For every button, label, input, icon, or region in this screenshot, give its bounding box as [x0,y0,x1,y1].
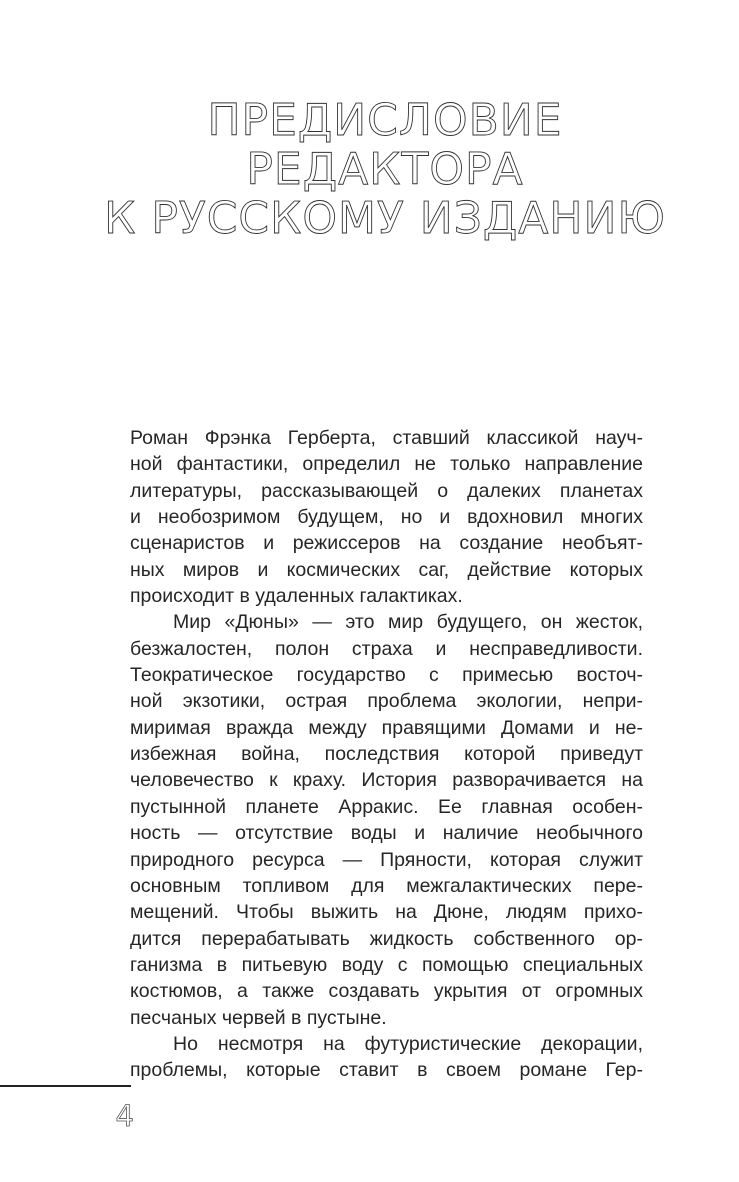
chapter-title-line: РЕДАКТОРА [246,144,524,195]
text-line: Теократическое государство с примесью восточ- [130,664,643,687]
text-line: Роман Фрэнка Герберта, ставший классикой науч- [130,427,643,449]
page-number: 4 [115,1099,134,1133]
chapter-title-line: ПРЕДИСЛОВИЕ [207,95,563,146]
text-line: ганизма в питьевую воду с помощью специальных [130,953,643,976]
text-line: пустынной планете Арракис. Ее главная особен- [130,795,643,818]
text-line: происходит в удаленных галактиках. [130,585,463,608]
footer-rule [0,1085,131,1087]
text-line: ной экзотики, острая проблема экологии, непри- [130,690,643,713]
text-line: безжалостен, полон страха и несправедливости. [130,637,643,660]
text-line: избежная война, последствия которой приведут [130,743,643,766]
text-line: литературы, рассказывающей о далеких планетах [130,479,643,502]
text-line: миримая вражда между правящими Домами и не- [130,716,643,739]
chapter-title-line: К РУССКОМУ ИЗДАНИЮ [104,193,666,244]
text-line: Мир «Дюны» — это мир будущего, он жесток, [173,611,643,634]
text-line: ных миров и космических саг, действие которых [130,558,643,581]
text-line: человечество к краху. История разворачивается на [130,769,643,792]
text-line: природного ресурса — Пряности, которая служит [130,848,643,871]
text-line: мещений. Чтобы выжить на Дюне, людям прихо- [130,901,643,924]
text-line: песчаных червей в пустыне. [130,1006,387,1029]
text-line: сценаристов и режиссеров на создание необъят- [130,532,643,555]
chapter-title [0,96,739,243]
text-line: Но несмотря на футуристические декорации, [173,1032,643,1055]
text-line: костюмов, а также создавать укрытия от огромных [130,980,643,1003]
text-line: ной фантастики, определил не только направление [130,453,643,476]
text-line: и необозримом будущем, но и вдохновил многих [130,506,643,529]
text-line: основным топливом для межгалактических пере- [130,874,643,897]
text-line: проблемы, которые ставит в своем романе Гер- [130,1059,643,1082]
text-line: дится перерабатывать жидкость собственного ор- [130,927,643,950]
body-text [130,425,643,1084]
text-line: ность — отсутствие воды и наличие необычного [130,822,643,845]
